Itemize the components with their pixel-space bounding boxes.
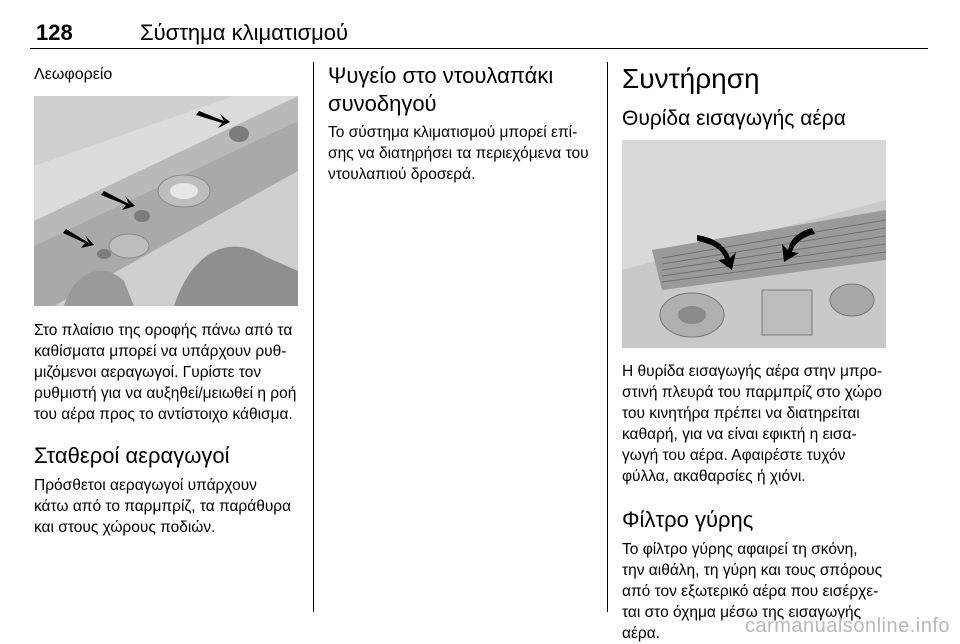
subheading-air-inlet: Θυρίδα εισαγωγής αέρα	[622, 107, 846, 130]
paragraph-line: καθαρή, για να είναι εφικτή η εισα-	[622, 426, 857, 443]
header-title: Σύστημα κλιματισμού	[140, 20, 349, 45]
heading-glovebox-cooler-line1: Ψυγείο στο ντουλαπάκι	[328, 63, 554, 88]
paragraph-line: στινή πλευρά του παρμπρίζ στο χώρο	[622, 384, 882, 401]
paragraph-line: από τον εξωτερικό αέρα που εισέρχε-	[622, 583, 879, 600]
paragraph-line: μιζόμενοι αεραγωγοί. Γυρίστε τον	[34, 364, 262, 381]
paragraph-line: ται στο όχημα μέσω της εισαγωγής	[622, 604, 862, 621]
engine-bay-icon	[622, 140, 886, 348]
paragraph-line: καθίσματα μπορεί να υπάρχουν ρυθ-	[34, 343, 287, 360]
paragraph-line: την αιθάλη, τη γύρη και τους σπόρους	[622, 562, 883, 579]
paragraph-line: του αέρα προς το αντίστοιχο κάθισμα.	[34, 406, 293, 423]
section-heading-pollen-filter: Φίλτρο γύρης	[622, 507, 754, 532]
subheading-bus: Λεωφορείο	[34, 66, 113, 83]
column-divider-2	[607, 62, 608, 612]
column-3-text	[622, 361, 894, 644]
bus-ceiling-vents-illustration	[34, 96, 298, 306]
paragraph-line: Το φίλτρο γύρης αφαιρεί τη σκόνη,	[622, 541, 858, 558]
paragraph-line: αέρα.	[622, 625, 660, 642]
paragraph-line: Το σύστημα κλιματισμού μπορεί επί-	[328, 124, 578, 141]
section-heading-fixed-vents: Σταθεροί αεραγωγοί	[34, 443, 230, 468]
column-1	[34, 62, 300, 86]
column-divider-1	[313, 62, 314, 612]
paragraph-line: σης να διατηρήσει τα περιεχόμενα του	[328, 145, 589, 162]
heading-glovebox-cooler-line2: συνοδηγού	[328, 91, 437, 116]
paragraph-line: και στους χώρους ποδιών.	[34, 519, 216, 536]
paragraph-line: γωγή του αέρα. Αφαιρέστε τυχόν	[622, 447, 846, 464]
paragraph-line: Πρόσθετοι αεραγωγοί υπάρχουν	[34, 477, 257, 494]
watermark-text: carmanualsonline.info	[744, 615, 950, 637]
heading-maintenance: Συντήρηση	[622, 63, 760, 94]
column-2	[328, 62, 596, 185]
page-header	[30, 0, 928, 49]
engine-air-inlet-illustration	[622, 140, 886, 348]
column-3	[622, 62, 890, 132]
paragraph-line: ντουλαπιού δροσερά.	[328, 166, 476, 183]
page-number: 128	[36, 20, 73, 45]
paragraph-line: Η θυρίδα εισαγωγής αέρα στην μπρο-	[622, 363, 883, 380]
paragraph-line: Στο πλαίσιο της οροφής πάνω από τα	[34, 322, 293, 339]
column-1-text	[34, 320, 302, 538]
paragraph-line: του κινητήρα πρέπει να διατηρείται	[622, 405, 860, 422]
paragraph-line: ρυθμιστή για να αυξηθεί/μειωθεί η ροή	[34, 385, 297, 402]
paragraph-line: κάτω από το παρμπρίζ, τα παράθυρα	[34, 498, 292, 515]
bus-ceiling-icon	[34, 96, 298, 306]
paragraph-line: φύλλα, ακαθαρσίες ή χιόνι.	[622, 468, 806, 485]
